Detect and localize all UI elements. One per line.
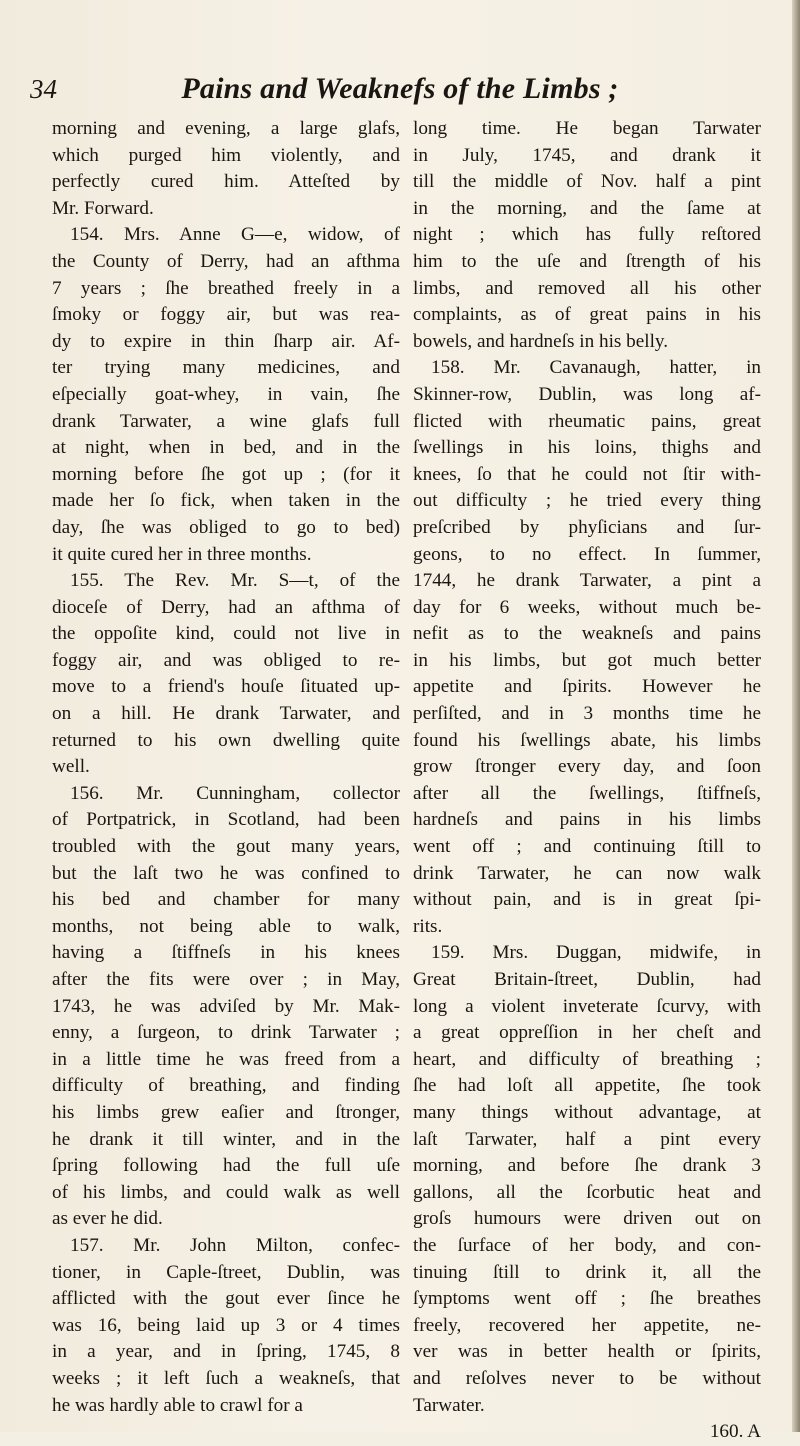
text-line: Tarwater. — [413, 1394, 485, 1416]
text-line: 7 years ; ſhe breathed freely in a — [52, 277, 400, 299]
page-edge — [792, 0, 800, 1432]
text-line: dy to expire in thin ſharp air. Af- — [52, 330, 400, 352]
text-line: tinuing ſtill to drink it, all the — [413, 1261, 761, 1283]
text-line: it quite cured her in three months. — [52, 543, 312, 565]
text-line: at night, when in bed, and in the — [52, 437, 400, 459]
running-title: Pains and Weaknefs of the Limbs ; — [181, 72, 619, 105]
text-line: drink Tarwater, he can now walk — [413, 862, 761, 884]
text-line: 158. Mr. Cavanaugh, hatter, in — [431, 357, 761, 379]
text-line: on a hill. He drank Tarwater, and — [52, 703, 400, 725]
text-line: out difficulty ; he tried every thing — [413, 490, 761, 512]
text-line: till the middle of Nov. half a pint — [413, 171, 761, 193]
text-line: in his limbs, but got much better — [413, 649, 761, 671]
text-line: 1744, he drank Tarwater, a pint a — [413, 570, 761, 592]
text-line: drank Tarwater, a wine glafs full — [52, 410, 400, 432]
text-line: 159. Mrs. Duggan, midwife, in — [431, 942, 761, 964]
text-line: Skinner-row, Dublin, was long af- — [413, 383, 761, 405]
text-line: Mr. Forward. — [52, 197, 154, 219]
catchword: 160. A — [709, 1421, 761, 1443]
text-line: 154. Mrs. Anne G—e, widow, of — [70, 224, 400, 246]
text-line: tioner, in Caple-ſtreet, Dublin, was — [52, 1261, 400, 1283]
text-line: gallons, all the ſcorbutic heat and — [413, 1181, 761, 1203]
text-line: nefit as to the weakneſs and pains — [413, 623, 761, 645]
left-text-column — [52, 116, 400, 1419]
text-line: complaints, as of great pains in his — [413, 304, 761, 326]
text-line: bowels, and hardneſs in his belly. — [413, 330, 669, 352]
text-line: 155. The Rev. Mr. S—t, of the — [70, 570, 400, 592]
text-line: and reſolves never to be without — [413, 1367, 761, 1389]
text-line: ſpring following had the full uſe — [52, 1155, 400, 1177]
text-line: ſmoky or foggy air, but was rea- — [52, 304, 400, 326]
text-line: 157. Mr. John Milton, confec- — [70, 1234, 400, 1256]
text-line: 156. Mr. Cunningham, collector — [70, 782, 400, 804]
text-line: ter trying many medicines, and — [52, 357, 400, 379]
text-line: him to the uſe and ſtrength of his — [413, 250, 761, 272]
text-line: but the laſt two he was confined to — [52, 862, 400, 884]
text-line: after the fits were over ; in May, — [52, 969, 400, 990]
text-line: difficulty of breathing, and finding — [52, 1075, 400, 1097]
text-line: knees, ſo that he could not ſtir with- — [413, 463, 761, 485]
text-line: groſs humours were driven out on — [413, 1208, 761, 1230]
text-line: found his ſwellings abate, his limbs — [413, 729, 761, 751]
text-line: freely, recovered her appetite, ne- — [413, 1314, 761, 1336]
text-line: enny, a ſurgeon, to drink Tarwater ; — [52, 1022, 400, 1044]
text-line: dioceſe of Derry, had an afthma of — [52, 596, 400, 618]
text-line: weeks ; it left ſuch a weakneſs, that — [52, 1367, 400, 1389]
text-line: geons, to no effect. In ſummer, — [413, 543, 761, 565]
text-line: months, not being able to walk, — [52, 915, 400, 937]
text-line: day for 6 weeks, without much be- — [413, 596, 761, 618]
page-header — [30, 72, 770, 108]
text-line: heart, and difficulty of breathing ; — [413, 1048, 761, 1070]
text-line: perfectly cured him. Atteſted by — [52, 171, 400, 193]
text-line: long time. He began Tarwater — [413, 118, 761, 139]
text-line: afflicted with the gout ever ſince he — [52, 1288, 400, 1310]
text-line: in July, 1745, and drank it — [413, 144, 761, 166]
text-line: limbs, and removed all his other — [413, 277, 761, 299]
text-line: perſiſted, and in 3 months time he — [413, 703, 761, 725]
text-line: of Portpatrick, in Scotland, had been — [52, 809, 400, 831]
text-line: made her ſo fick, when taken in the — [52, 490, 400, 512]
text-line: the County of Derry, had an afthma — [52, 250, 400, 272]
text-line: night ; which has fully reſtored — [413, 224, 761, 246]
text-line: which purged him violently, and — [52, 144, 400, 166]
text-line: Great Britain-ſtreet, Dublin, had — [413, 969, 761, 990]
text-line: appetite and ſpirits. However he — [413, 676, 761, 698]
text-line: without pain, and is in great ſpi- — [413, 889, 761, 911]
text-line: eſpecially goat-whey, in vain, ſhe — [52, 383, 400, 405]
text-line: 1743, he was adviſed by Mr. Mak- — [52, 995, 400, 1017]
text-line: was 16, being laid up 3 or 4 times — [52, 1314, 400, 1336]
text-line: ver was in better health or ſpirits, — [413, 1341, 761, 1363]
text-line: troubled with the gout many years, — [52, 836, 400, 858]
text-line: the oppoſite kind, could not live in — [52, 623, 400, 645]
text-line: in a year, and in ſpring, 1745, 8 — [52, 1341, 400, 1363]
text-line: well. — [52, 756, 90, 778]
text-line: he drank it till winter, and in the — [52, 1128, 400, 1150]
text-line: rits. — [413, 915, 443, 937]
text-line: returned to his own dwelling quite — [52, 729, 400, 751]
text-line: the ſurface of her body, and con- — [413, 1234, 761, 1256]
text-line: long a violent inveterate ſcurvy, with — [413, 995, 761, 1017]
text-line: his bed and chamber for many — [52, 889, 400, 911]
text-line: of his limbs, and could walk as well — [52, 1181, 400, 1203]
text-line: a great oppreſſion in her cheſt and — [413, 1022, 761, 1044]
right-text-column — [413, 116, 761, 1446]
text-line: as ever he did. — [52, 1208, 163, 1230]
page-number: 34 — [30, 74, 57, 104]
text-line: he was hardly able to crawl for a — [52, 1394, 303, 1416]
text-line: after all the ſwellings, ſtiffneſs, — [413, 782, 761, 804]
text-line: flicted with rheumatic pains, great — [413, 410, 761, 432]
text-line: in the morning, and the ſame at — [413, 197, 761, 219]
text-line: hardneſs and pains in his limbs — [413, 809, 761, 831]
text-line: morning before ſhe got up ; (for it — [52, 463, 400, 485]
text-line: day, ſhe was obliged to go to bed) — [52, 516, 400, 538]
text-line: having a ſtiffneſs in his knees — [52, 942, 400, 964]
text-line: move to a friend's houſe ſituated up- — [52, 676, 400, 698]
text-line: his limbs grew eaſier and ſtronger, — [52, 1101, 400, 1123]
text-line: foggy air, and was obliged to re- — [52, 649, 400, 671]
text-line: morning and evening, a large glafs, — [52, 118, 400, 139]
text-line: preſcribed by phyſicians and ſur- — [413, 516, 761, 538]
text-line: morning, and before ſhe drank 3 — [413, 1155, 761, 1177]
text-line: grow ſtronger every day, and ſoon — [413, 756, 761, 778]
text-line: in a little time he was freed from a — [52, 1048, 400, 1070]
text-line: ſhe had loſt all appetite, ſhe took — [413, 1075, 761, 1097]
text-line: laſt Tarwater, half a pint every — [413, 1128, 761, 1150]
text-line: many things without advantage, at — [413, 1101, 761, 1123]
text-line: ſwellings in his loins, thighs and — [413, 437, 761, 459]
text-line: went off ; and continuing ſtill to — [413, 836, 761, 858]
text-line: ſymptoms went off ; ſhe breathes — [413, 1288, 761, 1310]
